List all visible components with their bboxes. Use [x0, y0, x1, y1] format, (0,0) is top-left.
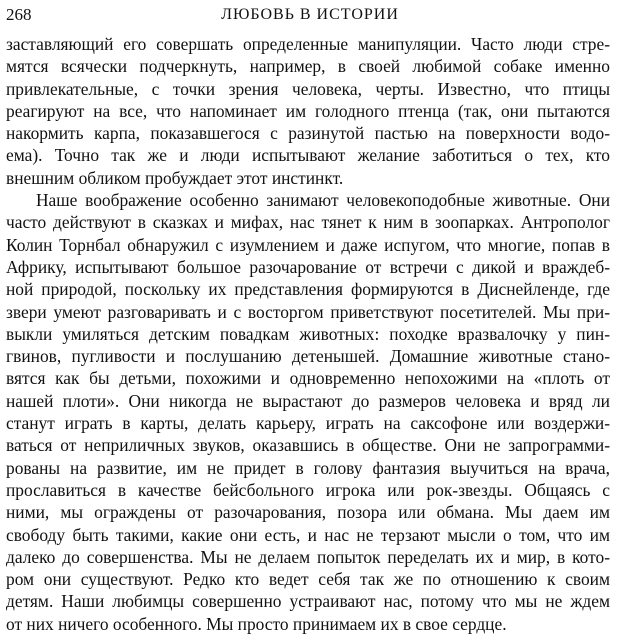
running-title: ЛЮБОВЬ В ИСТОРИИ — [221, 6, 399, 23]
text-line: свободу быть такими, какие они есть, и нас не терзают мысли о том, что им — [6, 524, 610, 545]
text-line: ема). Точно так же и люди испытывают желание заботиться о тех, кто — [6, 145, 610, 166]
text-line: накормить карпа, показавшегося с разинутой пастью на поверхности водо- — [6, 123, 610, 144]
text-line: Наше воображение особенно занимают человекоподобные животные. Они — [36, 190, 610, 211]
text-line: часто действуют в сказках и мифах, нас тянет к ним в зоопарках. Антрополог — [6, 212, 610, 233]
text-line: детям. Наши любимцы совершенно устраивают нас, потому что мы не ждем — [6, 591, 610, 612]
text-line: ваться от неприличных звуков, оказавшись в обществе. Они не запрограмми- — [6, 435, 610, 456]
text-line: вятся как бы детьми, похожими и одновременно непохожими на «плоть от — [6, 368, 610, 389]
text-line: выкли умиляться детским повадкам животных: походке вразвалочку у пин- — [6, 323, 610, 344]
text-line: внешним обликом пробуждает этот инстинкт. — [6, 167, 344, 188]
text-line: заставляющий его совершать определенные манипуляции. Часто люди стре- — [6, 34, 610, 54]
text-line: рованы на развитие, им не придет в голову фантазия выучиться на врача, — [6, 457, 610, 478]
text-line: станут играть в карты, делать карьеру, играть на саксофоне или воздержи- — [6, 413, 610, 434]
text-line: гвинов, пугливости и послушанию детенышей. Домашние животные стано- — [6, 346, 610, 367]
text-line: Африку, испытывают большое разочарование от встречи с дикой и враждеб- — [6, 256, 610, 277]
running-head — [6, 4, 614, 26]
text-line: прославиться в качестве бейсбольного игрока или рок-звезды. Общаясь с — [6, 479, 610, 500]
text-line: мятся всячески подчеркнуть, например, в своей любимой собаке именно — [6, 56, 610, 77]
text-line: привлекательные, с точки зрения человека, черты. Известно, что птицы — [6, 78, 610, 99]
text-line: звери умеют разговаривать и с восторгом приветствуют посетителей. Мы при- — [6, 301, 610, 322]
text-line: нашей плоти». Они никогда не вырастают до размеров человека и вряд ли — [6, 390, 610, 411]
text-line: далеко до совершенства. Мы не делаем попыток переделать их и мир, в кото- — [6, 546, 610, 567]
text-line: ром они существуют. Редко кто ведет себя так же по отношению к своим — [6, 569, 610, 590]
page-number: 268 — [6, 5, 32, 24]
text-line: ними, мы ограждены от разочарования, позора или обмана. Мы даем им — [6, 502, 610, 523]
text-line: Колин Торнбал обнаружил с изумлением и даже испугом, что многие, попав в — [6, 234, 610, 255]
body-text — [6, 33, 610, 635]
text-line: реагируют на все, что напоминает им голодного птенца (так, они пытаются — [6, 100, 610, 121]
text-line: от них ничего особенного. Мы просто принимаем их в свое сердце. — [6, 613, 507, 634]
text-line: ной природой, поскольку их представления формируются в Диснейленде, где — [6, 279, 610, 300]
